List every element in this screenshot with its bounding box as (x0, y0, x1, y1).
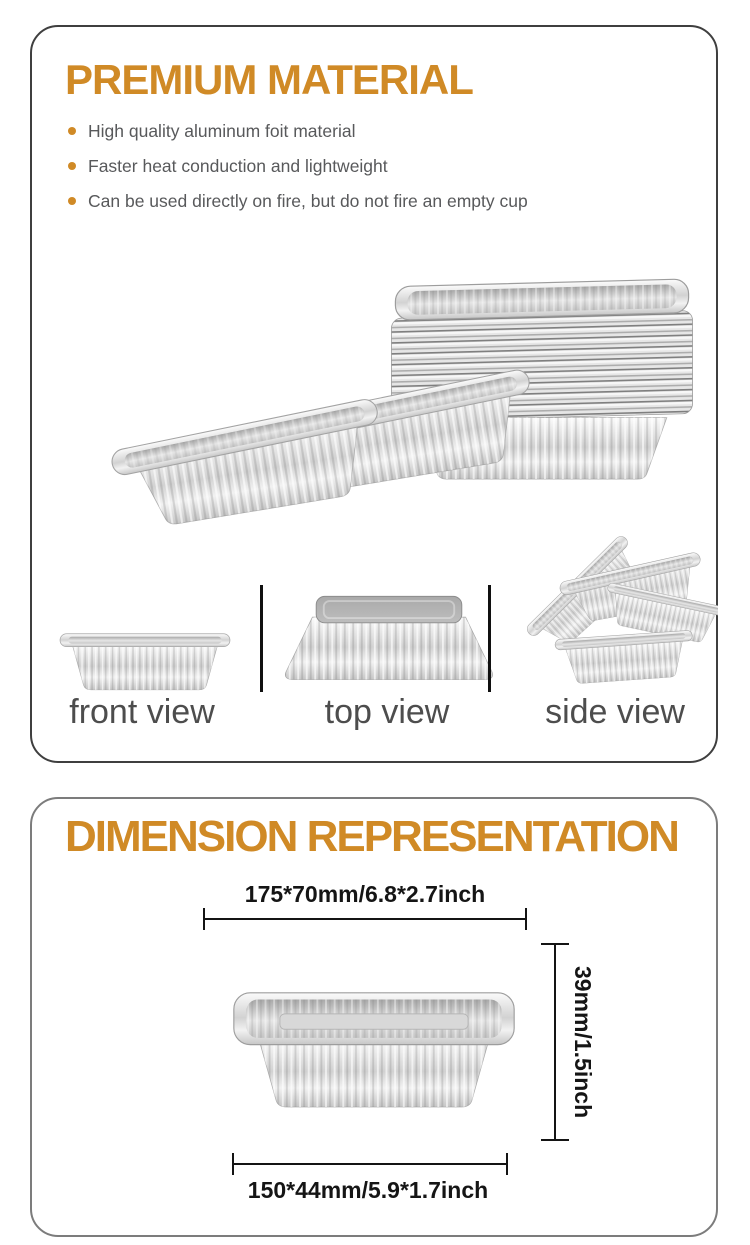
side-view-label: side view (545, 693, 685, 731)
bottom-dimension-label: 150*44mm/5.9*1.7inch (247, 1177, 489, 1203)
bottom-dimension-left-tick (232, 1153, 234, 1175)
premium-material-title: PREMIUM MATERIAL (65, 56, 473, 103)
feature-bullet-text: High quality aluminum foit material (88, 121, 356, 141)
dimension-pan-image (230, 985, 518, 1110)
top-dimension-left-tick (203, 908, 205, 930)
top-dimension-line (204, 918, 526, 920)
feature-bullet-item (68, 187, 688, 222)
bottom-dimension-line (233, 1163, 507, 1165)
premium-material-card (30, 25, 718, 763)
front-view-image (54, 617, 236, 693)
bullet-dot-icon (68, 127, 76, 135)
top-dimension-right-tick (525, 908, 527, 930)
bullet-dot-icon (68, 197, 76, 205)
view-divider (260, 585, 263, 692)
top-view-image (280, 585, 498, 689)
top-view-label: top view (324, 693, 450, 731)
product-photo-foil-pans (47, 265, 707, 527)
feature-bullet-list (68, 117, 688, 222)
height-dimension-line (554, 943, 556, 1141)
dimension-representation-card (30, 797, 718, 1237)
top-dimension-label: 175*70mm/6.8*2.7inch (244, 881, 486, 907)
dimension-representation-title: DIMENSION REPRESENTATION (65, 812, 678, 861)
side-view-image (494, 533, 718, 693)
bullet-dot-icon (68, 162, 76, 170)
height-dimension-label: 39mm/1.5inch (570, 965, 596, 1119)
feature-bullet-text: Can be used directly on fire, but do not fire an empty cup (88, 191, 528, 211)
feature-bullet-item (68, 152, 688, 187)
front-view-label: front view (69, 693, 215, 731)
feature-bullet-text: Faster heat conduction and lightweight (88, 156, 388, 176)
feature-bullet-item (68, 117, 688, 152)
view-divider (488, 585, 491, 692)
bottom-dimension-right-tick (506, 1153, 508, 1175)
